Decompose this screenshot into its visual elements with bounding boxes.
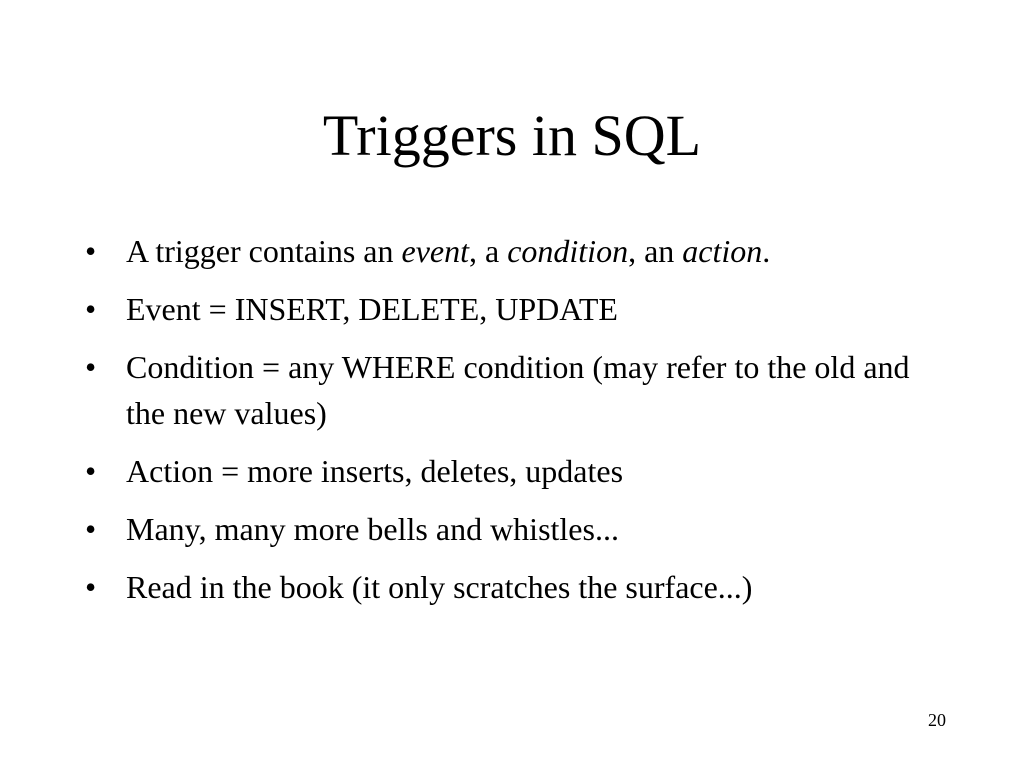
bullet-item-bells-whistles — [85, 506, 945, 552]
bullet-item-read-book — [85, 564, 945, 610]
bullet-text: Condition = any WHERE condition (may refer to the old and the new values) — [126, 349, 910, 431]
bullet-list — [85, 228, 945, 622]
term-action: action — [682, 233, 763, 269]
term-event: event — [401, 233, 469, 269]
bullet-text: Read in the book (it only scratches the surface...) — [126, 569, 753, 605]
bullet-icon: • — [85, 233, 97, 269]
bullet-text: Event = INSERT, DELETE, UPDATE — [126, 291, 618, 327]
bullet-text: Action = more inserts, deletes, updates — [126, 453, 624, 489]
bullet-item-trigger-parts — [85, 228, 945, 274]
bullet-icon: • — [85, 453, 97, 489]
bullet-text: A trigger contains an event, a condition, an action. — [126, 233, 771, 269]
bullet-item-condition — [85, 344, 945, 436]
bullet-icon: • — [85, 291, 97, 327]
bullet-item-action — [85, 448, 945, 494]
term-condition: condition — [507, 233, 629, 269]
bullet-item-event — [85, 286, 945, 332]
bullet-icon: • — [85, 349, 97, 385]
page-number: 20 — [928, 710, 946, 730]
slide-title: Triggers in SQL — [322, 103, 702, 168]
bullet-text: Many, many more bells and whistles... — [126, 511, 619, 547]
bullet-icon: • — [85, 511, 97, 547]
bullet-icon: • — [85, 569, 97, 605]
